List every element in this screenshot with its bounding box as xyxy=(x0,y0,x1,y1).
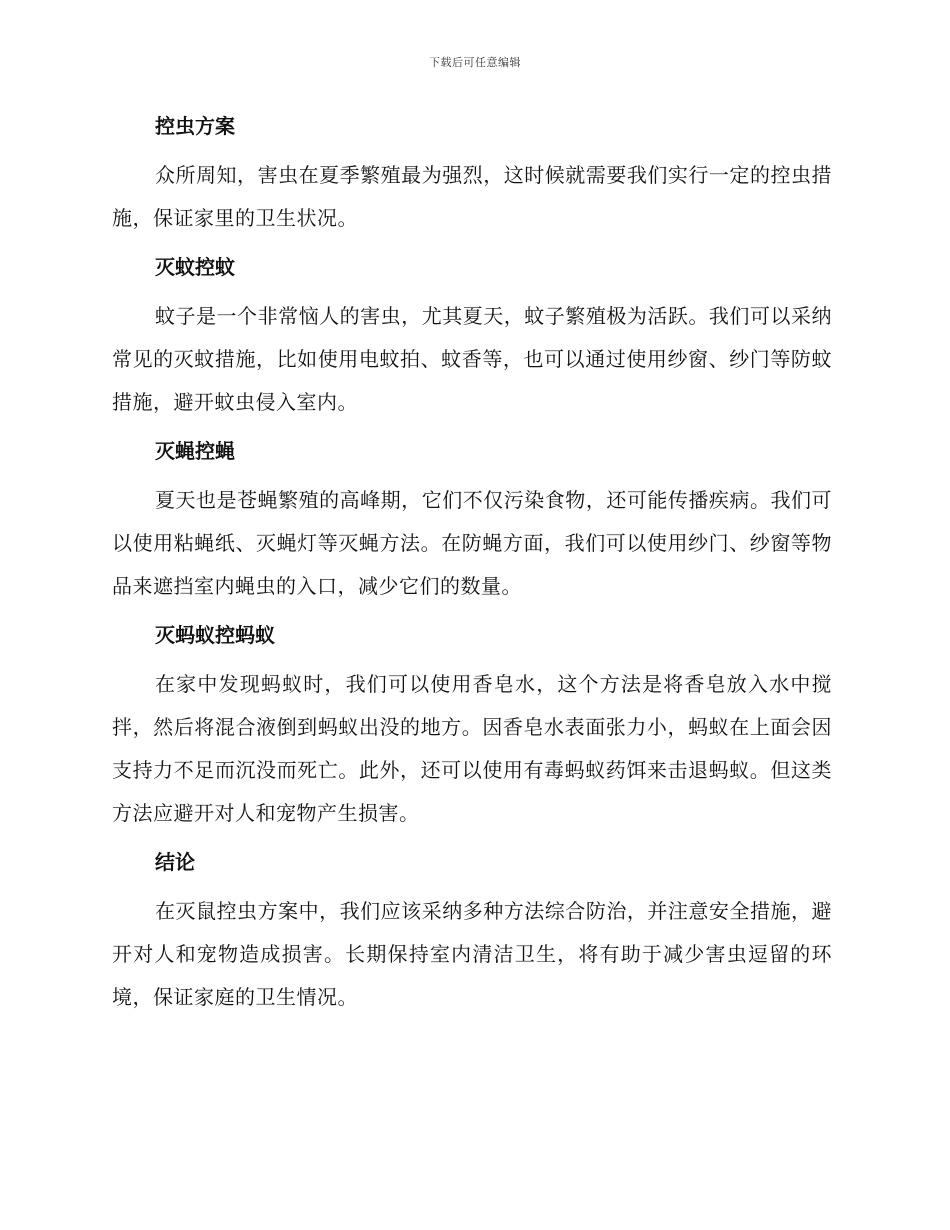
page-header-note: 下载后可任意编辑 xyxy=(429,56,521,69)
section-heading: 灭蝇控蝇 xyxy=(155,439,235,463)
section-paragraph: 众所周知，害虫在夏季繁殖最为强烈，这时候就需要我们实行一定的控虫措施，保证家里的卫生状况。 xyxy=(112,163,832,230)
section-heading: 灭蚂蚁控蚂蚁 xyxy=(155,623,275,647)
section-paragraph: 蚊子是一个非常恼人的害虫，尤其夏天，蚊子繁殖极为活跃。我们可以采纳常见的灭蚊措施，比如使用电蚊拍、蚊香等，也可以通过使用纱窗、纱门等防蚊措施，避开蚊虫侵入室内。 xyxy=(112,304,832,414)
section-heading: 控虫方案 xyxy=(155,114,235,138)
section-fly-control xyxy=(112,433,832,608)
section-paragraph: 在灭鼠控虫方案中，我们应该采纳多种方法综合防治，并注意安全措施，避开对人和宠物造成损害。长期保持室内清洁卫生，将有助于减少害虫逗留的环境，保证家庭的卫生情况。 xyxy=(112,899,832,1009)
section-mosquito-control xyxy=(112,249,832,424)
section-paragraph: 夏天也是苍蝇繁殖的高峰期，它们不仅污染食物，还可能传播疾病。我们可以使用粘蝇纸、灭蝇灯等灭蝇方法。在防蝇方面，我们可以使用纱门、纱窗等物品来遮挡室内蝇虫的入口，减少它们的数量。 xyxy=(112,488,832,598)
section-heading: 灭蚊控蚊 xyxy=(155,255,235,279)
document-body xyxy=(112,108,832,1028)
section-paragraph: 在家中发现蚂蚁时，我们可以使用香皂水，这个方法是将香皂放入水中搅拌，然后将混合液倒到蚂蚁出没的地方。因香皂水表面张力小，蚂蚁在上面会因支持力不足而沉没而死亡。此外，还可以使用有毒蚂蚁药饵来击退蚂蚁。但这类方法应避开对人和宠物产生损害。 xyxy=(112,672,832,825)
section-pest-control xyxy=(112,108,832,240)
section-heading: 结论 xyxy=(155,850,195,874)
section-ant-control xyxy=(112,617,832,835)
section-conclusion xyxy=(112,844,832,1019)
